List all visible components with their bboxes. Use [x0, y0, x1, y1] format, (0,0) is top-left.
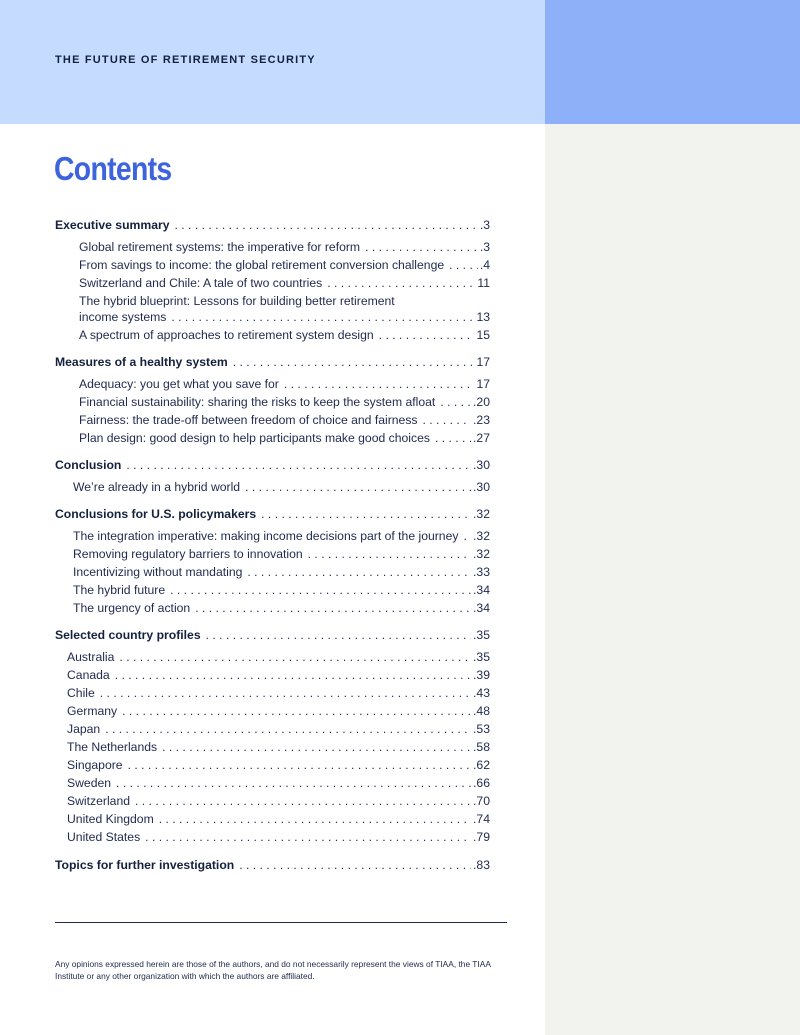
toc-page-number: .70 [473, 794, 490, 808]
toc-label: Conclusions for U.S. policymakers [55, 507, 257, 521]
toc-leader [122, 702, 471, 720]
toc-label: Topics for further investigation [55, 858, 235, 872]
toc-label: Fairness: the trade-off between freedom of choice and fairness [79, 413, 418, 427]
toc-page-number: .30 [473, 458, 490, 472]
toc-page-number: .4 [479, 258, 490, 272]
toc-label: Germany [67, 704, 118, 718]
toc-label: A spectrum of approaches to retirement system design [79, 328, 374, 342]
toc-entry-country[interactable] [67, 774, 490, 792]
toc-label: Global retirement systems: the imperative for reform [79, 240, 361, 254]
toc-leader [308, 545, 471, 563]
footer-rule [55, 922, 507, 923]
toc-entry-country[interactable] [67, 684, 490, 702]
toc-page-number: .35 [473, 628, 490, 642]
toc-page-number: .32 [473, 507, 490, 521]
toc-leader [126, 456, 471, 474]
toc-leader [463, 527, 471, 545]
toc-label: Singapore [67, 758, 123, 772]
toc-label: We’re already in a hybrid world [73, 480, 241, 494]
toc-leader [100, 684, 471, 702]
toc-entry[interactable] [79, 326, 490, 344]
toc-leader [105, 720, 471, 738]
toc-leader [440, 393, 471, 411]
toc-leader [128, 756, 471, 774]
toc-entry[interactable] [73, 545, 490, 563]
toc-entry-policymakers[interactable] [55, 505, 490, 523]
toc-page-number: .43 [473, 686, 490, 700]
toc-label: From savings to income: the global retirement conversion challenge [79, 258, 445, 272]
toc-leader [365, 238, 478, 256]
toc-label: Removing regulatory barriers to innovation [73, 547, 303, 561]
toc-label: Australia [67, 650, 115, 664]
toc-entry-further-investigation[interactable] [55, 856, 490, 874]
toc-label-line1[interactable]: The hybrid blueprint: Lessons for building better retirement [79, 294, 395, 308]
toc-label: Incentivizing without mandating [73, 565, 243, 579]
toc-leader [284, 375, 475, 393]
toc-page-number: .66 [473, 776, 490, 790]
toc-entry[interactable] [79, 375, 490, 393]
disclaimer: Any opinions expressed herein are those of the authors, and do not necessarily represent the views of TIAA, the TIAA Institute or any other organization with which the authors are affiliated. [55, 959, 491, 981]
toc-leader [245, 478, 471, 496]
toc-leader [170, 581, 471, 599]
toc-label: United States [67, 830, 141, 844]
toc-leader [423, 411, 472, 429]
toc-entry-country-profiles[interactable] [55, 626, 490, 644]
toc-page-number: 11 [477, 276, 490, 290]
toc-page-number: .23 [473, 413, 490, 427]
toc-leader [327, 274, 475, 292]
toc-page-number: .48 [473, 704, 490, 718]
toc-entry-country[interactable] [67, 828, 490, 846]
toc-page-number: .53 [473, 722, 490, 736]
toc-entry[interactable] [79, 256, 490, 274]
toc-leader [206, 626, 471, 644]
toc-label: Switzerland [67, 794, 130, 808]
toc-page-number: .33 [473, 565, 490, 579]
toc-leader [175, 216, 478, 234]
toc-page-number: .62 [473, 758, 490, 772]
toc-page-number: .32 [473, 529, 490, 543]
running-head: THE FUTURE OF RETIREMENT SECURITY [55, 54, 316, 66]
toc-page-number: .27 [473, 431, 490, 445]
toc-leader [119, 648, 471, 666]
toc-page-number: .83 [473, 858, 490, 872]
toc-leader [261, 505, 471, 523]
toc-label: Switzerland and Chile: A tale of two countries [79, 276, 323, 290]
header-accent-block [545, 0, 800, 124]
toc-entry-country[interactable] [67, 648, 490, 666]
toc-entry-country[interactable] [67, 756, 490, 774]
toc-entry[interactable] [79, 411, 490, 429]
toc-page-number: .20 [473, 395, 490, 409]
toc-label: Chile [67, 686, 95, 700]
toc-label: Adequacy: you get what you save for [79, 377, 279, 391]
toc-entry-executive-summary[interactable] [55, 216, 490, 234]
toc-label: Japan [67, 722, 101, 736]
toc-entry-country[interactable] [67, 810, 490, 828]
toc-label: The Netherlands [67, 740, 158, 754]
toc-page-number: 17 [476, 377, 490, 391]
toc-leader [247, 563, 471, 581]
toc-page-number: .3 [479, 218, 490, 232]
toc-label: Sweden [67, 776, 112, 790]
toc-label: Plan design: good design to help participants make good choices [79, 431, 430, 445]
toc-entry[interactable] [79, 429, 490, 447]
toc-leader [435, 429, 471, 447]
toc-label: Executive summary [55, 218, 170, 232]
toc-entry[interactable] [73, 563, 490, 581]
toc-label: Selected country profiles [55, 628, 201, 642]
toc-leader [145, 828, 471, 846]
toc-page-number: 15 [476, 328, 490, 342]
toc-entry[interactable] [73, 478, 490, 496]
toc-page-number: .34 [473, 583, 490, 597]
toc-entry-country[interactable] [67, 792, 490, 810]
toc-page-number: .35 [473, 650, 490, 664]
toc-page-number: 17 [476, 355, 490, 369]
toc-label: The urgency of action [73, 601, 191, 615]
toc-page-number: .74 [473, 812, 490, 826]
toc-page-number: .32 [473, 547, 490, 561]
toc-leader [116, 774, 471, 792]
toc-leader [239, 856, 471, 874]
toc-entry-conclusion[interactable] [55, 456, 490, 474]
toc-leader [233, 353, 475, 371]
toc-entry[interactable] [79, 238, 490, 256]
toc-entry-measures[interactable] [55, 353, 490, 371]
toc-entry-country[interactable] [67, 666, 490, 684]
toc-label: Canada [67, 668, 110, 682]
toc-entry[interactable] [79, 274, 490, 292]
toc-label: Financial sustainability: sharing the risks to keep the system afloat [79, 395, 436, 409]
toc-leader [449, 256, 478, 274]
toc-label: Conclusion [55, 458, 122, 472]
toc-label: The integration imperative: making income decisions part of the journey [73, 529, 459, 543]
side-panel [545, 124, 800, 1035]
toc-entry-country[interactable] [67, 738, 490, 756]
toc-leader [379, 326, 475, 344]
toc-page-number: .79 [473, 830, 490, 844]
toc-entry[interactable] [73, 527, 490, 545]
toc-label: income systems [79, 310, 167, 324]
toc-page-number: .3 [479, 240, 490, 254]
toc-entry[interactable] [79, 393, 490, 411]
toc-leader [115, 666, 471, 684]
toc-label: Measures of a healthy system [55, 355, 228, 369]
toc-leader [135, 792, 471, 810]
toc-page-number: .39 [473, 668, 490, 682]
toc-entry[interactable] [73, 581, 490, 599]
toc-page-number: 13 [476, 310, 490, 324]
toc-page-number: .34 [473, 601, 490, 615]
toc-entry[interactable] [79, 308, 490, 326]
toc-leader [195, 599, 471, 617]
toc-entry-country[interactable] [67, 702, 490, 720]
contents-title: Contents [54, 150, 172, 187]
toc-leader [159, 810, 471, 828]
toc-label: United Kingdom [67, 812, 154, 826]
toc-entry[interactable] [73, 599, 490, 617]
toc-page-number: .30 [473, 480, 490, 494]
toc-page-number: .58 [473, 740, 490, 754]
toc-entry-country[interactable] [67, 720, 490, 738]
toc-leader [171, 308, 474, 326]
toc-label: The hybrid future [73, 583, 166, 597]
toc-leader [162, 738, 471, 756]
